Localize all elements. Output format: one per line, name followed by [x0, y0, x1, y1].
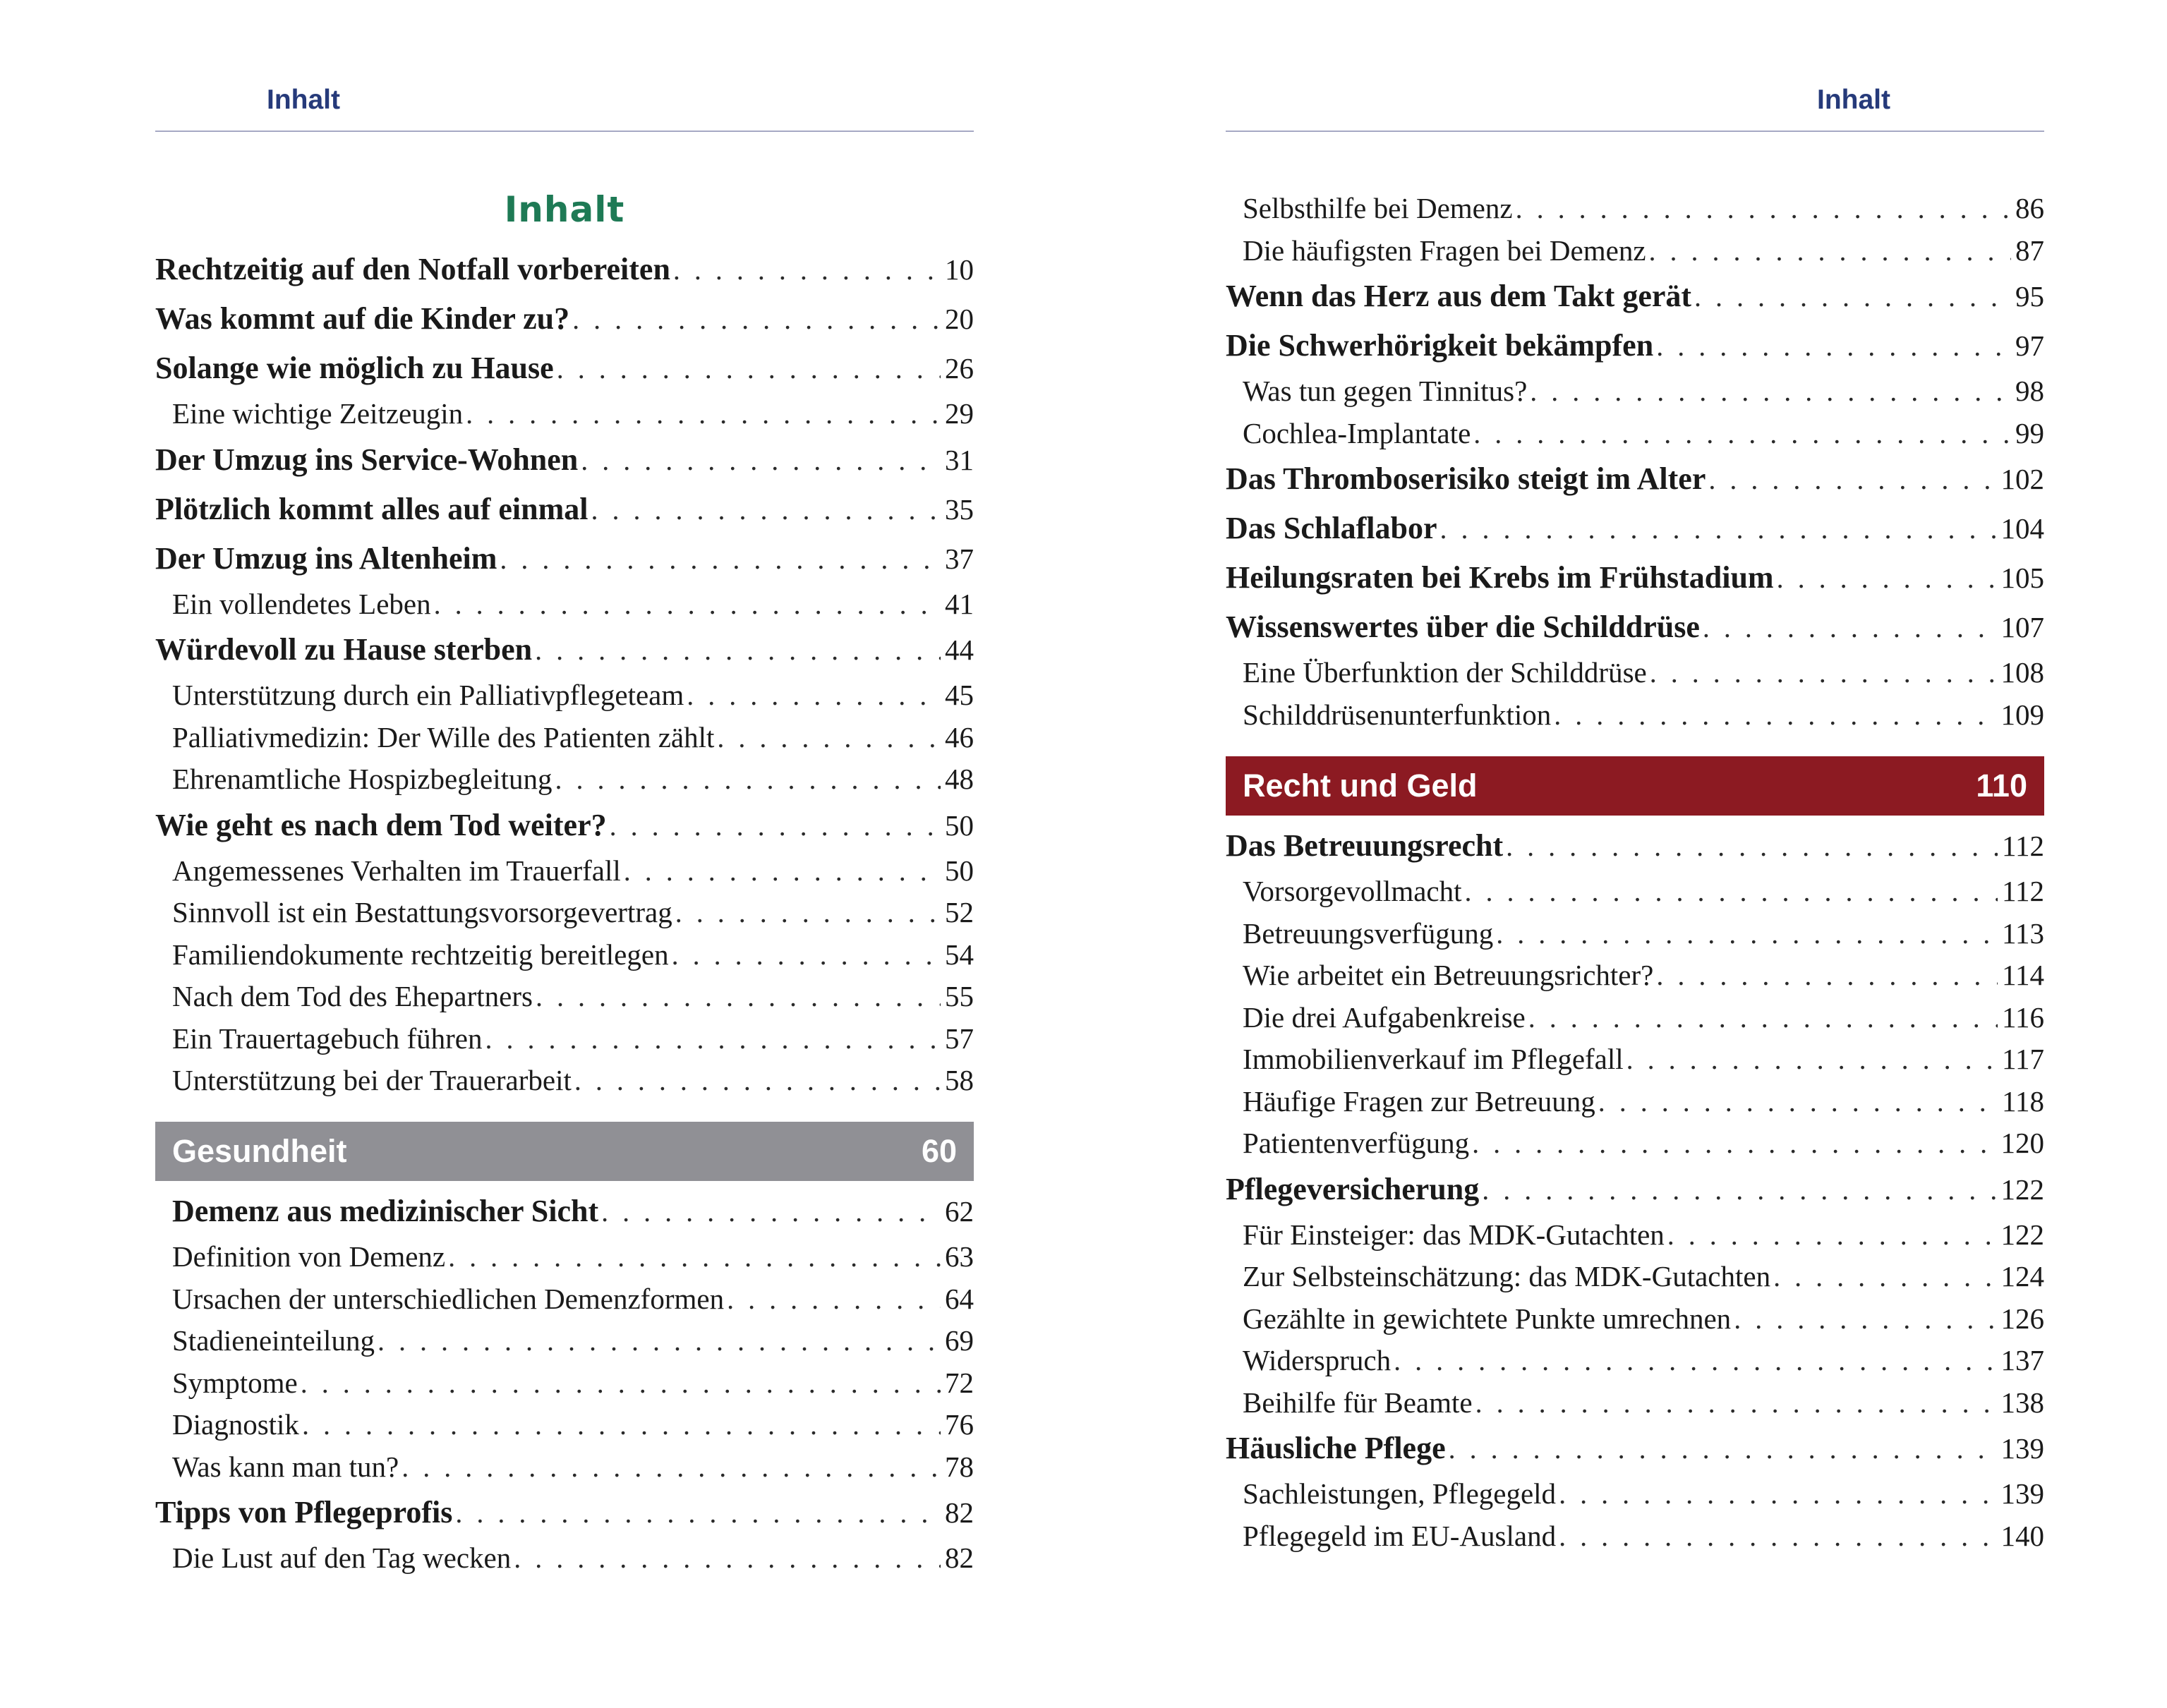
toc-entry[interactable]: Die Schwerhörigkeit bekämpfen . . . 97 — [1226, 321, 2044, 370]
header-rule-right — [1226, 131, 2044, 132]
section-title: Recht und Geld — [1243, 768, 1478, 804]
toc-subentry[interactable]: Pflegegeld im EU-Ausland . . . 140 — [1226, 1515, 2044, 1558]
toc-subentry[interactable]: Die häufigsten Fragen bei Demenz . . . 87 — [1226, 230, 2044, 272]
toc-subentry[interactable]: Diagnostik . . . 76 — [155, 1404, 974, 1446]
toc-entry[interactable]: Der Umzug ins Service-Wohnen . . . 31 — [155, 435, 974, 485]
header-rule-left — [155, 131, 974, 132]
toc-subentry[interactable]: Widerspruch . . . 137 — [1226, 1340, 2044, 1382]
toc-subentry[interactable]: Betreuungsverfügung . . . 113 — [1226, 913, 2044, 955]
toc-entry[interactable]: Das Thromboserisiko steigt im Alter . . . 102 — [1226, 454, 2044, 504]
toc-entry[interactable]: Rechtzeitig auf den Notfall vorbereiten . . . 10 — [155, 245, 974, 294]
toc-entry[interactable]: Plötzlich kommt alles auf einmal . . . 35 — [155, 485, 974, 534]
toc-subentry[interactable]: Für Einsteiger: das MDK-Gutachten . . . 122 — [1226, 1214, 2044, 1256]
toc-subentry[interactable]: Schilddrüsenunterfunktion . . . 109 — [1226, 694, 2044, 737]
toc-subentry[interactable]: Häufige Fragen zur Betreuung . . . 118 — [1226, 1081, 2044, 1123]
toc-subentry[interactable]: Stadieneinteilung . . . 69 — [155, 1320, 974, 1362]
toc-subentry[interactable]: Gezählte in gewichtete Punkte umrechnen . . . 126 — [1226, 1298, 2044, 1340]
toc-subentry[interactable]: Eine wichtige Zeitzeugin . . . 29 — [155, 393, 974, 435]
toc-entry[interactable]: Würdevoll zu Hause sterben . . . 44 — [155, 625, 974, 674]
toc-subentry[interactable]: Was kann man tun? . . . 78 — [155, 1446, 974, 1489]
toc-subentry[interactable]: Sachleistungen, Pflegegeld . . . 139 — [1226, 1473, 2044, 1515]
toc-entry[interactable]: Häusliche Pflege . . . 139 — [1226, 1424, 2044, 1473]
toc-entry[interactable]: Wie geht es nach dem Tod weiter? . . . 50 — [155, 801, 974, 850]
toc-subentry[interactable]: Ein vollendetes Leben . . . 41 — [155, 583, 974, 626]
section-page: 60 — [921, 1133, 957, 1169]
toc-subentry[interactable]: Ursachen der unterschiedlichen Demenzformen . . . 64 — [155, 1278, 974, 1321]
toc-subentry[interactable]: Palliativmedizin: Der Wille des Patienten zählt . . . 46 — [155, 717, 974, 759]
toc-entry[interactable]: Tipps von Pflegeprofis . . . 82 — [155, 1488, 974, 1537]
toc-subentry[interactable]: Ein Trauertagebuch führen . . . 57 — [155, 1018, 974, 1060]
toc-subentry[interactable]: Selbsthilfe bei Demenz . . . 86 — [1226, 188, 2044, 230]
toc-subentry[interactable]: Sinnvoll ist ein Bestattungsvorsorgevertrag . . . 52 — [155, 892, 974, 934]
toc-subentry[interactable]: Familiendokumente rechtzeitig bereitlegen . . . 54 — [155, 934, 974, 976]
toc-subentry[interactable]: Ehrenamtliche Hospizbegleitung . . . 48 — [155, 758, 974, 801]
toc-list-left — [155, 245, 974, 1102]
toc-entry[interactable]: Pflegeversicherung . . . 122 — [1226, 1165, 2044, 1214]
section-bar-recht-und-geld[interactable] — [1226, 756, 2044, 816]
toc-subentry[interactable]: Symptome . . . 72 — [155, 1362, 974, 1405]
running-head-left: Inhalt — [267, 85, 340, 115]
running-head-right: Inhalt — [1817, 85, 1890, 115]
toc-subentry[interactable]: Die Lust auf den Tag wecken . . . 82 — [155, 1537, 974, 1580]
section-recht-und-geld — [1226, 756, 2044, 1557]
toc-subentry[interactable]: Vorsorgevollmacht . . . 112 — [1226, 871, 2044, 913]
toc-subentry[interactable]: Was tun gegen Tinnitus? . . . 98 — [1226, 370, 2044, 413]
section-gesundheit — [155, 1122, 974, 1580]
toc-subentry[interactable]: Beihilfe für Beamte . . . 138 — [1226, 1382, 2044, 1424]
toc-subentry[interactable]: Nach dem Tod des Ehepartners . . . 55 — [155, 976, 974, 1018]
toc-subentry[interactable]: Die drei Aufgabenkreise . . . 116 — [1226, 997, 2044, 1039]
toc-entry[interactable]: Demenz aus medizinischer Sicht . . . 62 — [155, 1187, 974, 1236]
section-title: Gesundheit — [172, 1133, 347, 1169]
toc-subentry[interactable]: Zur Selbsteinschätzung: das MDK-Gutachten . . . 124 — [1226, 1256, 2044, 1298]
toc-entry[interactable]: Was kommt auf die Kinder zu? . . . 20 — [155, 294, 974, 344]
toc-title: Inhalt — [504, 189, 625, 230]
toc-entry[interactable]: Wissenswertes über die Schilddrüse . . . 107 — [1226, 602, 2044, 652]
toc-entry[interactable]: Der Umzug ins Altenheim . . . 37 — [155, 534, 974, 583]
toc-entry[interactable]: Das Schlaflabor . . . 104 — [1226, 504, 2044, 553]
toc-entry[interactable]: Das Betreuungsrecht . . . 112 — [1226, 821, 2044, 871]
section-bar-gesundheit[interactable] — [155, 1122, 974, 1181]
toc-entry[interactable]: Solange wie möglich zu Hause . . . 26 — [155, 344, 974, 393]
toc-subentry[interactable]: Immobilienverkauf im Pflegefall . . . 117 — [1226, 1038, 2044, 1081]
toc-subentry[interactable]: Definition von Demenz . . . 63 — [155, 1236, 974, 1278]
toc-subentry[interactable]: Unterstützung durch ein Palliativpflegeteam . . . 45 — [155, 674, 974, 717]
toc-entry[interactable]: Wenn das Herz aus dem Takt gerät . . . 95 — [1226, 272, 2044, 321]
toc-list-right — [1226, 188, 2044, 736]
toc-subentry[interactable]: Unterstützung bei der Trauerarbeit . . . 58 — [155, 1060, 974, 1102]
right-page — [1226, 0, 2044, 1708]
toc-subentry[interactable]: Wie arbeitet ein Betreuungsrichter? . . . 114 — [1226, 955, 2044, 997]
left-page — [155, 0, 974, 1708]
toc-subentry[interactable]: Cochlea-Implantate . . . 99 — [1226, 413, 2044, 455]
toc-entry[interactable]: Heilungsraten bei Krebs im Frühstadium . . . 105 — [1226, 553, 2044, 602]
section-page: 110 — [1976, 768, 2027, 804]
toc-subentry[interactable]: Eine Überfunktion der Schilddrüse . . . 108 — [1226, 652, 2044, 694]
toc-subentry[interactable]: Patientenverfügung . . . 120 — [1226, 1122, 2044, 1165]
toc-subentry[interactable]: Angemessenes Verhalten im Trauerfall . . . 50 — [155, 850, 974, 892]
